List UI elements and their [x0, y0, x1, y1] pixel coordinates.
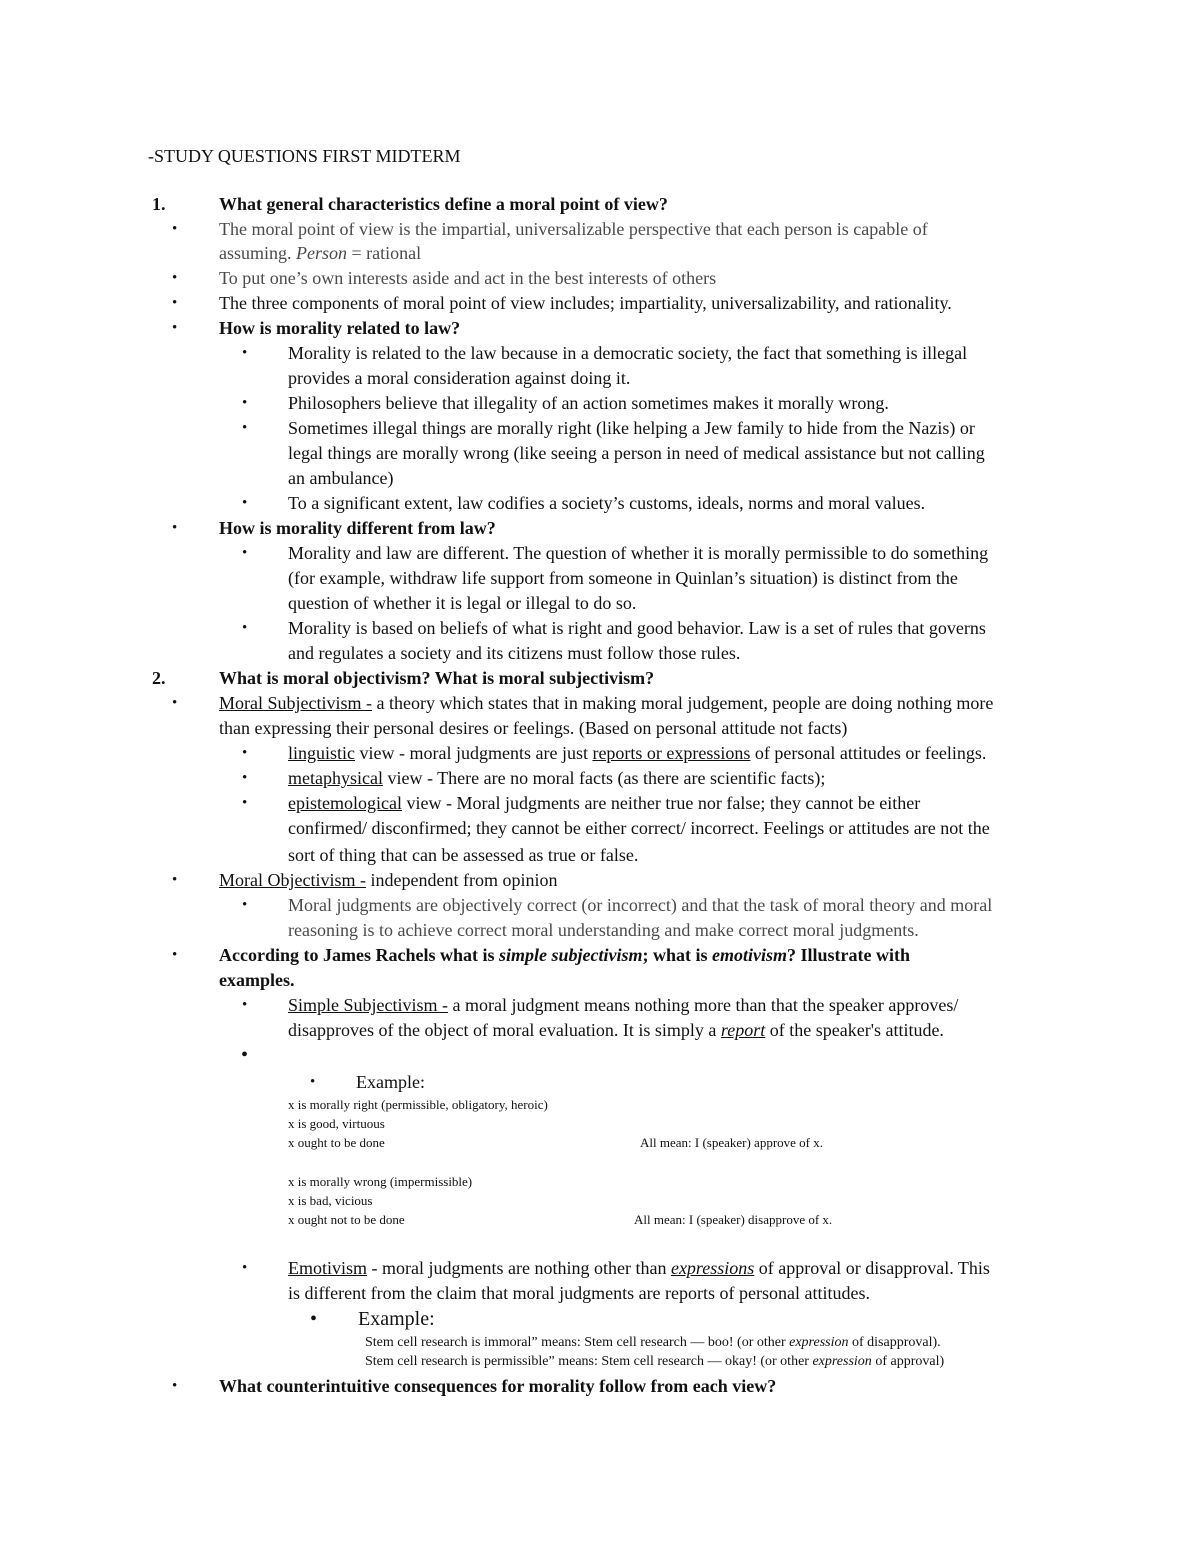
diff-point-1-line-1: Morality and law are different. The question of whether it is morally permissible to do something [288, 543, 989, 563]
bullet-icon: • [172, 520, 178, 536]
bullet-icon: • [172, 947, 178, 963]
bullet-icon: • [242, 545, 248, 561]
bullet-icon: • [172, 872, 178, 888]
law-point-1-line-1: Morality is related to the law because in a democratic society, the fact that something is illegal [288, 343, 968, 363]
bullet-icon: • [242, 897, 248, 913]
bullet-icon: • [172, 320, 178, 336]
epistemological-view-line-1: epistemological view - Moral judgments are neither true nor false; they cannot be either [288, 793, 921, 813]
q1-bullet-1-line-1: The moral point of view is the impartial, universalizable perspective that each person is capable of [219, 219, 928, 239]
law-point-3-line-3: an ambulance) [288, 468, 394, 488]
objectivism-point-line-2: reasoning is to achieve correct moral understanding and make correct moral judgments. [288, 920, 919, 940]
diff-point-2-line-2: and regulates a society and its citizens must follow those rules. [288, 643, 741, 663]
example-disapprove-meaning: All mean: I (speaker) disapprove of x. [634, 1212, 833, 1227]
bullet-icon: • [172, 695, 178, 711]
bullet-icon: • [242, 345, 248, 361]
law-point-1-line-2: provides a moral consideration against doing it. [288, 368, 631, 388]
bullet-icon: • [242, 420, 248, 436]
example-right-line-1: x is morally right (permissible, obligatory, heroic) [288, 1097, 548, 1112]
example-right-line-3: x ought to be done [288, 1135, 385, 1150]
example-wrong-line-2: x is bad, vicious [288, 1193, 373, 1208]
law-point-3-line-2: legal things are morally wrong (like seeing a person in need of medical assistance but not calling [288, 443, 985, 463]
example-wrong-line-3: x ought not to be done [288, 1212, 405, 1227]
emotivism-example-label: Example: [358, 1308, 435, 1330]
law-point-2: Philosophers believe that illegality of an action sometimes makes it morally wrong. [288, 393, 889, 413]
emotivism-line-1: Emotivism - moral judgments are nothing other than expressions of approval or disapproval. This [288, 1258, 990, 1278]
bullet-icon: • [172, 295, 178, 311]
emotivism-example-2: Stem cell research is permissible” means: Stem cell research — okay! (or other expression of approval) [365, 1354, 945, 1369]
question-1-heading: What general characteristics define a moral point of view? [219, 194, 668, 214]
bullet-icon: • [172, 1378, 178, 1394]
question-number-1: 1. [152, 194, 166, 214]
diff-point-1-line-3: question of whether it is legal or illegal to do so. [288, 593, 637, 613]
law-relation-heading: How is morality related to law? [219, 318, 461, 338]
subjectivism-definition-line-1: Moral Subjectivism - a theory which states that in making moral judgement, people are doing nothing more [219, 693, 994, 713]
emotivism-example-1: Stem cell research is immoral” means: Stem cell research — boo! (or other expression of disapproval). [365, 1335, 941, 1350]
emotivism-line-2: is different from the claim that moral judgments are reports of personal attitudes. [288, 1283, 870, 1303]
bullet-icon: • [242, 795, 248, 811]
epistemological-view-line-2: confirmed/ disconfirmed; they cannot be either correct/ incorrect. Feelings or attitudes are not the [288, 818, 990, 838]
question-2-heading: What is moral objectivism? What is moral subjectivism? [219, 668, 655, 688]
bullet-icon: • [310, 1308, 318, 1330]
example-wrong-line-1: x is morally wrong (impermissible) [288, 1174, 473, 1189]
bullet-icon: • [242, 745, 248, 761]
law-point-3-line-1: Sometimes illegal things are morally right (like helping a Jew family to hide from the Nazis) or [288, 418, 975, 438]
simple-subjectivism-line-2: disapproves of the object of moral evaluation. It is simply a report of the speaker's attitude. [288, 1020, 944, 1040]
bullet-icon: • [242, 997, 248, 1013]
bullet-icon: • [242, 620, 248, 636]
question-number-2: 2. [152, 668, 166, 688]
bullet-icon: • [172, 270, 178, 286]
q1-bullet-3: The three components of moral point of view includes; impartiality, universalizability, and rationality. [219, 293, 952, 313]
rachels-question-line-1: According to James Rachels what is simple subjectivism; what is emotivism? Illustrate with [219, 945, 910, 965]
example-label: Example: [356, 1072, 425, 1092]
epistemological-view-line-3: sort of thing that can be assessed as true or false. [288, 845, 639, 865]
objectivism-definition: Moral Objectivism - independent from opinion [219, 870, 558, 890]
bullet-icon: • [242, 395, 248, 411]
rachels-question-line-2: examples. [219, 970, 295, 990]
bullet-icon: • [241, 1044, 249, 1066]
bullet-icon: • [172, 221, 178, 237]
bullet-icon: • [242, 1260, 248, 1276]
linguistic-view: linguistic view - moral judgments are just reports or expressions of personal attitudes or feelings. [288, 743, 987, 763]
bullet-icon: • [242, 770, 248, 786]
bullet-icon: • [310, 1074, 316, 1090]
metaphysical-view: metaphysical view - There are no moral facts (as there are scientific facts); [288, 768, 826, 788]
counterintuitive-question: What counterintuitive consequences for morality follow from each view? [219, 1376, 777, 1396]
page-title: -STUDY QUESTIONS FIRST MIDTERM [148, 146, 461, 166]
diff-point-1-line-2: (for example, withdraw life support from someone in Quinlan’s situation) is distinct from the [288, 568, 958, 588]
example-right-line-2: x is good, virtuous [288, 1116, 385, 1131]
q1-bullet-2: To put one’s own interests aside and act in the best interests of others [219, 268, 717, 288]
bullet-icon: • [242, 495, 248, 511]
diff-point-2-line-1: Morality is based on beliefs of what is right and good behavior. Law is a set of rules that governs [288, 618, 986, 638]
example-approve-meaning: All mean: I (speaker) approve of x. [640, 1135, 824, 1150]
law-point-4: To a significant extent, law codifies a society’s customs, ideals, norms and moral values. [288, 493, 926, 513]
subjectivism-definition-line-2: than expressing their personal desires or feelings. (Based on personal attitude not facts) [219, 718, 848, 738]
law-difference-heading: How is morality different from law? [219, 518, 496, 538]
objectivism-point-line-1: Moral judgments are objectively correct (or incorrect) and that the task of moral theory and moral [288, 895, 993, 915]
simple-subjectivism-line-1: Simple Subjectivism - a moral judgment means nothing more than that the speaker approves/ [288, 995, 959, 1015]
q1-bullet-1-line-2: assuming. Person = rational [219, 243, 422, 263]
